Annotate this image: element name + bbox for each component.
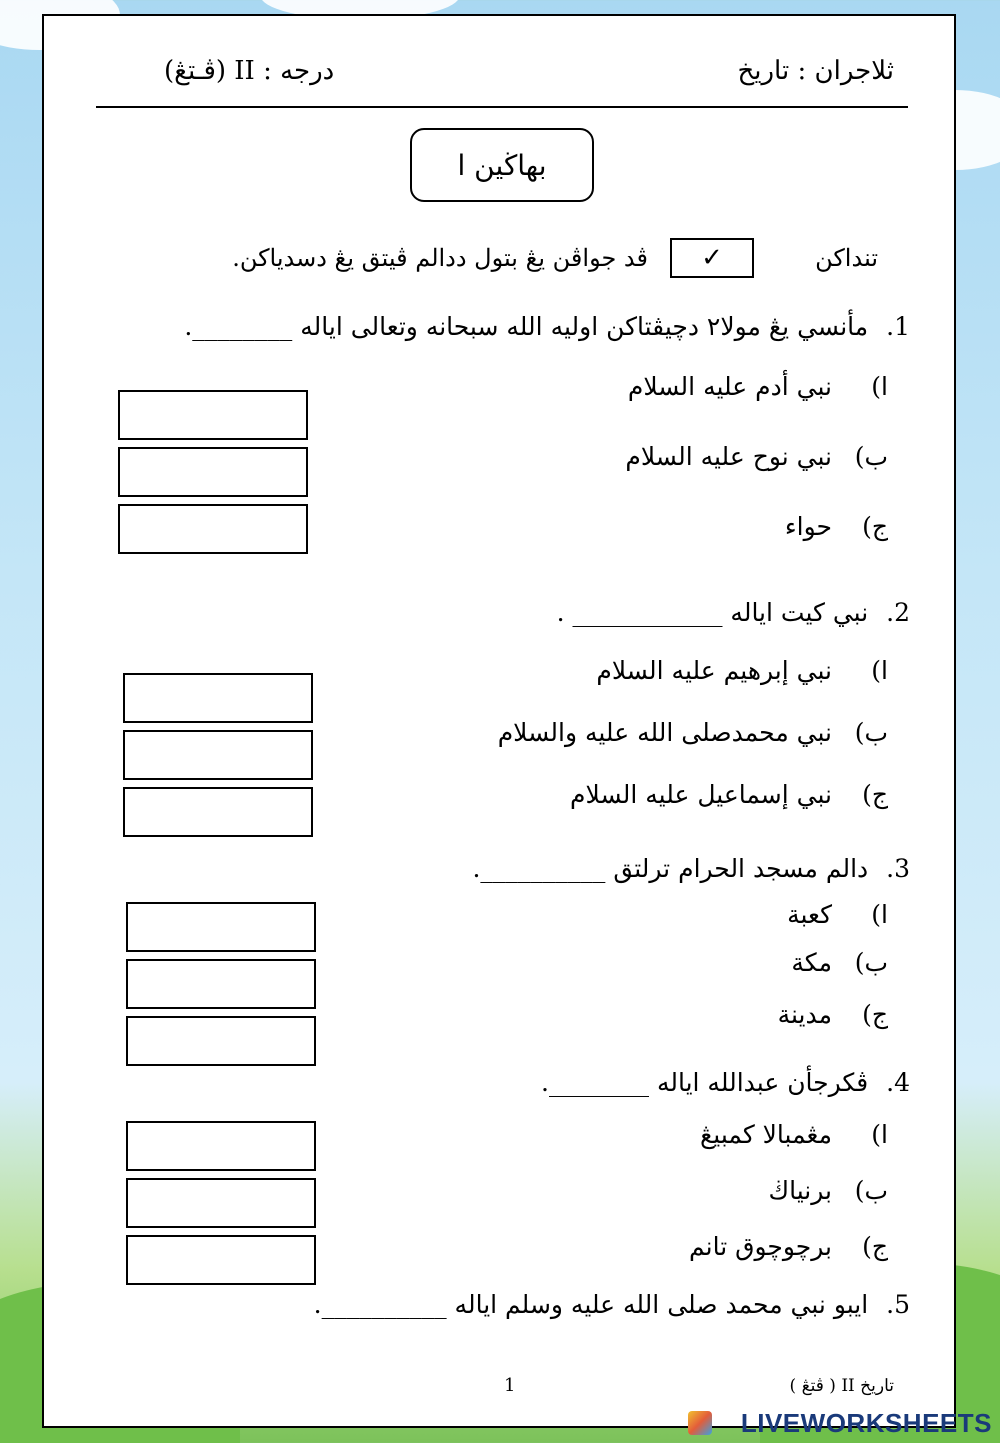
option-text: برچوچوق تانم (688, 1232, 832, 1261)
option-letter: ا) (871, 900, 888, 929)
option-1b (625, 442, 888, 471)
option-text: مڠمبالا كمبيڠ (699, 1120, 832, 1149)
question-5 (314, 1290, 910, 1319)
question-number: 2. (886, 598, 910, 627)
option-2b (498, 718, 888, 747)
question-text: ايبو نبي محمد صلى الله عليه وسلم اياله __________. (313, 1290, 869, 1319)
worksheet-page (42, 14, 956, 1428)
section-title: بهاڬين ا (410, 128, 594, 202)
option-text: نبي إبرهيم عليه السلام (596, 656, 832, 685)
option-letter: ب) (854, 718, 888, 747)
answer-box-3a[interactable] (126, 902, 316, 952)
option-text: نبي أدم عليه السلام (627, 372, 832, 401)
option-text: مدينة (777, 1000, 832, 1029)
question-text: نبي كيت اياله ____________ . (556, 598, 869, 627)
answer-box-2c[interactable] (123, 787, 313, 837)
liveworksheets-logo[interactable]: LIVEWORKSHEETS (740, 1408, 992, 1438)
option-text: حواء (784, 512, 832, 541)
option-text: نبي محمدصلى الله عليه والسلام (497, 718, 832, 747)
option-2a (596, 656, 888, 685)
instruction-part1: تنداكن (815, 244, 878, 272)
answer-box-1b[interactable] (118, 447, 308, 497)
question-text: ڤكرجأن عبدالله اياله ________. (541, 1068, 869, 1097)
answer-box-3c[interactable] (126, 1016, 316, 1066)
option-text: نبي نوح عليه السلام (625, 442, 832, 471)
option-text: نبي إسماعيل عليه السلام (570, 780, 832, 809)
option-letter: ب) (854, 948, 888, 977)
question-number: 3. (886, 854, 910, 883)
question-4 (541, 1068, 910, 1097)
answer-box-1a[interactable] (118, 390, 308, 440)
footer-subject: تاريخ II ( ڤتڠ ) (789, 1376, 894, 1396)
option-letter: ج) (862, 780, 888, 809)
question-1 (184, 312, 910, 341)
answer-box-2a[interactable] (123, 673, 313, 723)
option-text: كعبة (787, 900, 832, 929)
question-text: مأنسي يڠ مولا٢ دچيڤتاكن اوليه الله سبحانه وتعالى اياله ________. (184, 312, 869, 341)
liveworksheets-logo-icon (688, 1411, 712, 1435)
option-3a (787, 900, 888, 929)
grade-label: درجه : II (ڤـتڠ) (164, 56, 335, 86)
answer-box-3b[interactable] (126, 959, 316, 1009)
option-letter: ب) (854, 442, 888, 471)
option-4c (689, 1232, 888, 1261)
page-number: 1 (504, 1375, 516, 1396)
subject-label: ثلاجران : تاريخ (737, 56, 894, 86)
option-letter: ج) (862, 1000, 888, 1029)
option-3b (791, 948, 888, 977)
option-letter: ا) (871, 1120, 888, 1149)
question-number: 1. (886, 312, 910, 341)
question-text: دالم مسجد الحرام ترلتق __________. (472, 854, 869, 883)
option-1c (785, 512, 888, 541)
option-1a (628, 372, 888, 401)
question-2 (557, 598, 910, 627)
option-2c (570, 780, 888, 809)
question-number: 4. (886, 1068, 910, 1097)
answer-box-4c[interactable] (126, 1235, 316, 1285)
answer-box-4a[interactable] (126, 1121, 316, 1171)
question-number: 5. (886, 1290, 910, 1319)
answer-box-1c[interactable] (118, 504, 308, 554)
option-4a (700, 1120, 888, 1149)
instruction-part2: ڤد جواڤن يڠ بتول ددالم ڤيتق يڠ دسدياكن. (232, 244, 648, 272)
option-letter: ا) (871, 372, 888, 401)
option-letter: ا) (871, 656, 888, 685)
option-letter: ج) (862, 1232, 888, 1261)
option-letter: ج) (862, 512, 888, 541)
tick-box-icon: ✓ (670, 238, 754, 278)
question-3 (472, 854, 910, 883)
answer-box-4b[interactable] (126, 1178, 316, 1228)
option-text: مكة (791, 948, 832, 977)
option-letter: ب) (854, 1176, 888, 1205)
answer-box-2b[interactable] (123, 730, 313, 780)
option-4b (769, 1176, 888, 1205)
option-text: برنياڬ (768, 1176, 832, 1205)
option-3c (778, 1000, 888, 1029)
header-divider (96, 106, 908, 108)
